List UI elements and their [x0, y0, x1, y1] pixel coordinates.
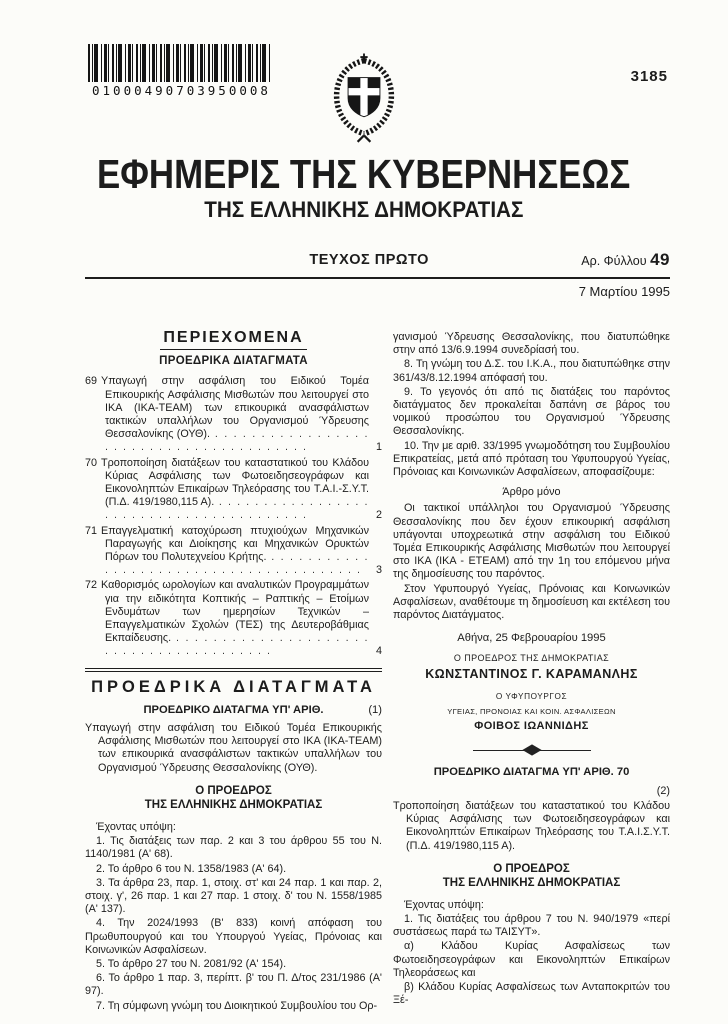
- recital-7-continuation: γανισμού Ύδρευσης Θεσσαλονίκης, που διατυπώθηκε στην από 13/6.9.1994 συνεδρίασή του.: [393, 331, 670, 357]
- separator-line: [473, 750, 525, 751]
- recital-1: 1. Τις διατάξεις των παρ. 2 και 3 του άρθρου 55 του Ν. 1140/1981 (Α' 68).: [85, 835, 382, 861]
- preamble-intro: Έχοντας υπόψη:: [96, 820, 176, 833]
- sheet-number: Αρ. Φύλλου 49: [581, 250, 670, 269]
- decree2-issuer: Ο ΠΡΟΕΔΡΟΣ ΤΗΣ ΕΛΛΗΝΙΚΗΣ ΔΗΜΟΚΡΑΤΙΑΣ: [442, 862, 621, 890]
- toc-page-number: 4: [372, 645, 382, 658]
- barcode-bars-icon: [88, 44, 272, 82]
- toc-item-71: [85, 525, 382, 578]
- toc-item-number: 72: [85, 579, 98, 592]
- place-date: Αθήνα, 25 Φεβρουαρίου 1995: [457, 632, 606, 645]
- gazette-title: ΕΦΗΜΕΡΙΣ ΤΗΣ ΚΥΒΕΡΝΗΣΕΩΣ: [97, 151, 631, 197]
- toc-page-number: 1: [372, 441, 382, 454]
- decree1-issuer: Ο ΠΡΟΕΔΡΟΣ ΤΗΣ ΕΛΛΗΝΙΚΗΣ ΔΗΜΟΚΡΑΤΙΑΣ: [144, 784, 323, 812]
- toc-item-text: Καθορισμός ωρολογίων και αναλυτικών Προγραμμάτων για την ειδικότητα Κοπτικής – Ραπτικής – Ετοίμων Ενδυμάτων των ημερησίων Τεχνικών – Επαγγελματικών Σχολών (ΤΕΣ) της Δευτεροβάθμιας Εκπαίδευσης.: [101, 579, 369, 645]
- decree2-heading: ΠΡΟΕΔΡΙΚΟ ΔΙΑΤΑΓΜΑ ΥΠ' ΑΡΙΘ. 70: [433, 766, 630, 779]
- decree2-recital-1: 1. Τις διατάξεις του άρθρου 7 του Ν. 940/1979 «περί συστάσεως παρά τω ΤΑΙΣΥΤ».: [393, 912, 670, 939]
- toc-item-text: Επαγγελματική κατοχύρωση πτυχιούχων Μηχανικών Παραγωγής και Διοίκησης και Μηχανικών Ορυκτών Πόρων του Πολυτεχνείου Κρήτης.: [101, 524, 369, 564]
- toc-page-number: 3: [372, 564, 382, 577]
- recital-4: 4. Την 2024/1993 (Β' 833) κοινή απόφαση του Πρωθυπουργού και του Υπουργού Υγείας, Πρόνοιας και Κοινωνικών Ασφαλίσεων.: [85, 917, 382, 956]
- barcode: [88, 44, 272, 97]
- barcode-digits: 01000490703950008: [92, 83, 271, 98]
- recital-5: 5. Το άρθρο 27 του Ν. 2081/92 (Α' 154).: [96, 957, 287, 970]
- minister-name: ΦΟΙΒΟΣ ΙΩΑΝΝΙΔΗΣ: [474, 720, 589, 733]
- recital-6: 6. Το άρθρο 1 παρ. 3, περίπτ. β' του Π. Δ/τος 231/1986 (Α' 97).: [85, 972, 382, 998]
- issue-type-label: ΤΕΥΧΟΣ ΠΡΩΤΟ: [309, 252, 429, 268]
- masthead-rule: [85, 277, 670, 279]
- recital-3: 3. Τα άρθρα 23, παρ. 1, στοιχ. στ' και 24 παρ. 1 και παρ. 2, στοιχ. γ', 26 παρ. 1 και 27 παρ. 1 στοιχ. δ' του Ν. 1558/1985 (Α' 137).: [85, 876, 382, 916]
- decree1-title: Υπαγωγή στην ασφάλιση του Ειδικού Τομέα Επικουρικής Ασφάλισης Μισθωτών που λειτουργεί στο ΙΚΑ (ΙΚΑ-ΤΕΑΜ) των επικουρικά ανασφάλιστων τακτικών υπαλλήλων του Οργανισμού Ύδρευσης Θεσσαλονίκης (ΟΥΘ).: [85, 722, 382, 774]
- issue-date: 7 Μαρτίου 1995: [578, 284, 670, 299]
- decree-separator: [393, 746, 670, 754]
- president-name: ΚΩΝΣΤΑΝΤΙΝΟΣ Γ. ΚΑΡΑΜΑΝΛΗΣ: [425, 666, 638, 681]
- recital-10: 10. Την με αριθ. 33/1995 γνωμοδότηση του Συμβουλίου Επικρατείας, μετά από πρόταση του Υφυπουργού Υγείας, Πρόνοιας και Κοινωνικών Ασφαλίσεων, αποφασίζουμε:: [393, 439, 670, 479]
- greek-coat-of-arms-icon: [323, 52, 405, 150]
- recital-7: 7. Τη σύμφωνη γνώμη του Διοικητικού Συμβουλίου του Ορ-: [96, 999, 378, 1012]
- execution-clause: Στον Υφυπουργό Υγείας, Πρόνοιας και Κοινωνικών Ασφαλίσεων, αναθέτουμε τη δημοσίευση και εκτέλεση του παρόντος Διατάγματος.: [393, 582, 670, 622]
- decree2-preamble-intro: Έχοντας υπόψη:: [404, 898, 484, 911]
- toc-item-69: [85, 375, 382, 454]
- recital-9: 9. Το γεγονός ότι από τις διατάξεις του παρόντος διατάγματος δεν προκαλείται δαπάνη σε βάρος του νομικού προσώπου του Οργανισμού Ύδρευσης Θεσσαλονίκης.: [393, 385, 670, 438]
- right-column: [393, 331, 670, 1014]
- gazette-subtitle: ΤΗΣ ΕΛΛΗΝΙΚΗΣ ΔΗΜΟΚΡΑΤΙΑΣ: [204, 197, 524, 222]
- left-column: [85, 331, 382, 1014]
- toc-item-number: 69: [85, 375, 98, 388]
- decree2-title: Τροποποίηση διατάξεων του καταστατικού του Κλάδου Κύριας Ασφάλισης των Φωτοειδησεογράφων και Εικονοληπτών Επικαίρων Τηλεόρασης του Τ.Α.Ι.Σ.Υ.Τ. (Π.Δ. 419/1980,115 Α).: [393, 799, 670, 852]
- minister-department: ΥΓΕΙΑΣ, ΠΡΟΝΟΙΑΣ ΚΑΙ ΚΟΙΝ. ΑΣΦΑΛΙΣΕΩΝ: [447, 707, 616, 717]
- toc-page-number: 2: [372, 509, 382, 522]
- toc-item-72: [85, 579, 382, 658]
- decree2-recital-a: α) Κλάδου Κυρίας Ασφαλίσεως των Φωτοειδησεογράφων και Εικονοληπτών Επικαίρων Τηλεοράσεως και: [393, 940, 670, 979]
- contents-heading: ΠΕΡΙΕΧΟΜΕΝΑ: [85, 331, 382, 346]
- president-title: Ο ΠΡΟΕΔΡΟΣ ΤΗΣ ΔΗΜΟΚΡΑΤΙΑΣ: [453, 653, 610, 664]
- text-columns: [85, 331, 670, 1014]
- minister-title: Ο ΥΦΥΠΟΥΡΓΟΣ: [495, 691, 568, 701]
- toc-item-text: Υπαγωγή στην ασφάλιση του Ειδικού Τομέα Επικουρικής Ασφάλισης Μισθωτών που λειτουργεί στο ΙΚΑ (ΙΚΑ-ΤΕΑΜ) των επικουρικά ανασφάλιστων τακτικών υπαλλήλων του Οργανισμού Ύδρευσης Θεσσαλονίκης (ΟΥΘ).: [101, 375, 369, 441]
- decree1-heading: ΠΡΟΕΔΡΙΚΟ ΔΙΑΤΑΓΜΑ ΥΠ' ΑΡΙΘ. (1): [143, 703, 382, 716]
- contents-subheading: ΠΡΟΕΔΡΙΚΑ ΔΙΑΤΑΓΜΑΤΑ: [159, 355, 308, 368]
- recital-2: 2. Το άρθρο 6 του Ν. 1358/1983 (Α' 64).: [96, 862, 287, 875]
- diamond-ornament-icon: [522, 745, 541, 756]
- toc-item-70: [85, 457, 382, 523]
- page-folio-number: 3185: [630, 68, 668, 85]
- masthead-bar: [85, 250, 670, 299]
- section-heading: ΠΡΟΕΔΡΙΚΑ ΔΙΑΤΑΓΜΑΤΑ: [91, 677, 376, 696]
- article-body: Οι τακτικοί υπάλληλοι του Οργανισμού Ύδρευσης Θεσσαλονίκης που δεν έχουν επικουρική ασφάλιση υπάγονται υποχρεωτικά στην ασφάλιση του Ειδικού Τομέα Επικουρικής Ασφάλισης Μισθωτών που λειτουργεί στο ΙΚΑ (ΙΚΑ - ΕΤΕΑΜ) από την 1η του επόμενου μήνα της δημοσίευσης του παρόντος.: [393, 502, 670, 581]
- toc-item-text: Τροποποίηση διατάξεων του καταστατικού του Κλάδου Κύριας Ασφάλισης των Φωτοειδησεογράφων και Εικονοληπτών Επικαίρων Τηλεόρασης του Τ.Α.Ι.-Σ.Υ.Τ. (Π.Δ. 419/1980,115 Α).: [101, 456, 369, 509]
- separator-line: [539, 750, 591, 751]
- toc-item-number: 71: [85, 524, 98, 537]
- decree2-recital-b: β) Κλάδου Κυρίας Ασφαλίσεως των Ανταποκριτών του Ξέ-: [393, 980, 670, 1007]
- toc-item-number: 70: [85, 456, 98, 469]
- section-divider-rule: [85, 668, 382, 672]
- article-heading: Άρθρο μόνο: [502, 486, 561, 499]
- recital-8: 8. Τη γνώμη του Δ.Σ. του Ι.Κ.Α., που διατυπώθηκε στην 361/43/8.12.1994 απόφασή του.: [393, 358, 670, 384]
- decree2-ref-mark: (2): [656, 784, 670, 797]
- decree1-ref-mark: (1): [368, 703, 382, 716]
